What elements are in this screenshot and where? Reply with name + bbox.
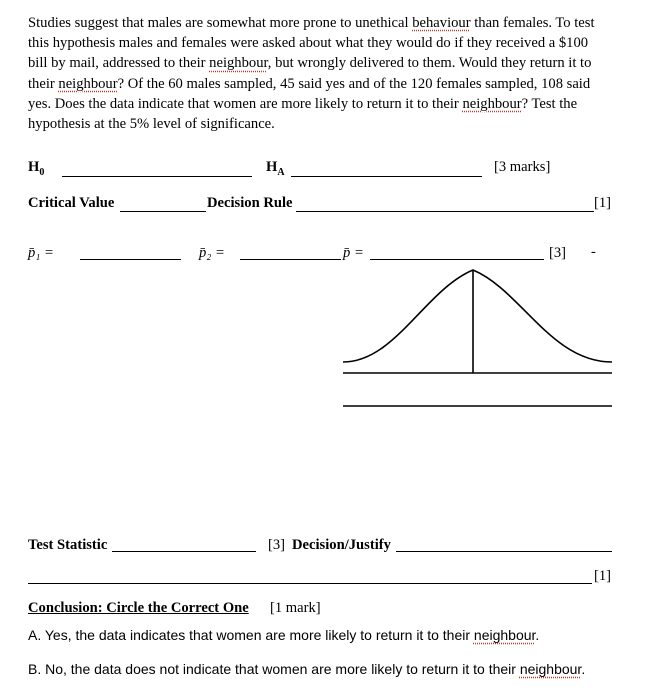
problem-text-1: Studies suggest that males are somewhat more prone to unethical [28,15,413,31]
option-a-text: A. Yes, the data indicates that women are more likely to return it to their [28,627,474,643]
p2-bar-label: p̄₂ = [199,245,225,261]
test-statistic-blank[interactable] [112,551,256,552]
dash-mark: - [591,244,596,260]
critical-marks: [1] [594,195,612,211]
problem-text-2: than females. To test this hypothesis males and females were asked about what they would do if they received a $100 bill by mail, addressed to their [28,15,595,72]
option-b[interactable] [28,661,585,677]
conclusion-label: Conclusion: Circle the Correct One [28,600,249,616]
conclusion-marks: [1 mark] [270,600,321,616]
option-a[interactable] [28,627,539,643]
p1-bar-label: p̄₁ = [28,245,54,261]
h0-letter: H [28,159,40,175]
option-b-period: . [581,661,586,677]
misspelled-word: neighbour [462,95,522,112]
ha-letter: H [266,159,278,175]
decision-marks: [1] [594,568,612,584]
ha-subscript: A [277,166,285,178]
pooled-p-bar-label: p̄ = [343,245,364,261]
misspelled-word: neighbour [58,75,118,92]
estimates-marks: [3] [549,245,567,261]
decision-rule-label: Decision Rule [207,195,293,211]
option-b-word: neighbour [519,661,582,677]
problem-text-5: ? Test the hypothesis at the 5% level of significance. [28,95,578,133]
critical-value-label: Critical Value [28,195,115,211]
test-statistic-marks: [3] [268,537,286,553]
decision-justify-blank[interactable] [396,551,612,552]
decision-justify-blank-line2[interactable] [28,583,592,584]
misspelled-word: behaviour [412,15,471,31]
problem-text-3: , but wrongly delivered to them. Would they return it to their [28,55,592,92]
problem-text-4: ? Of the 60 males sampled, 45 said yes and of the 120 females sampled, 108 said yes. Does the data indicate that women are more likely to return it to their [28,75,591,112]
test-statistic-label: Test Statistic [28,537,108,553]
h0-subscript: 0 [39,166,45,178]
option-a-period: . [535,627,540,643]
misspelled-word: neighbour [209,55,268,72]
decision-justify-label: Decision/Justify [292,537,391,553]
hypotheses-marks: [3 marks] [494,159,551,175]
bell-curve [343,270,612,362]
option-b-text: B. No, the data does not indicate that women are more likely to return it to their [28,661,520,677]
option-a-word: neighbour [473,627,536,643]
